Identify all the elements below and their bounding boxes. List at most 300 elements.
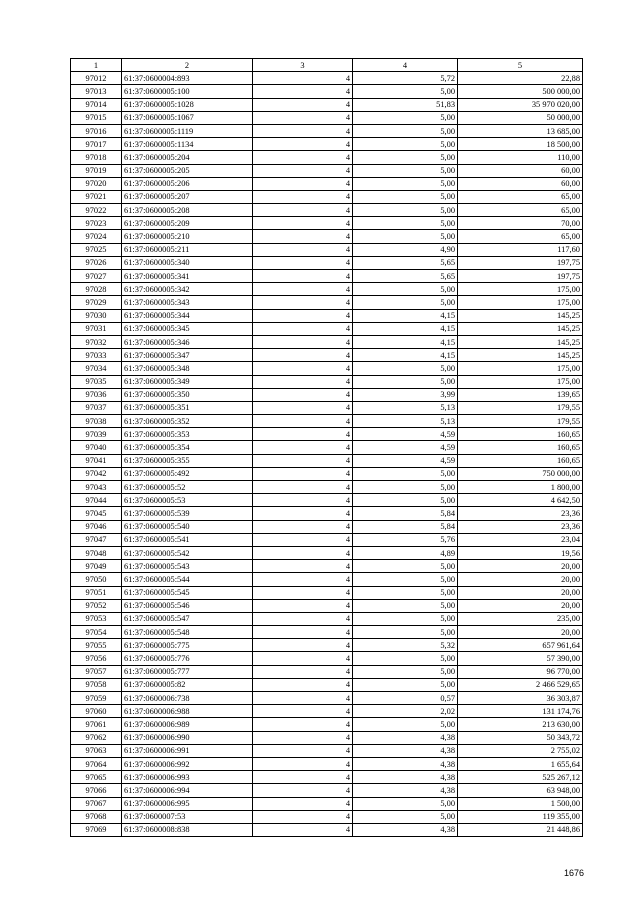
- table-row: [71, 718, 583, 731]
- cadastral-number-cell: 61:37:0600005:351: [122, 401, 253, 414]
- row-number-cell: 97053: [71, 612, 122, 625]
- rate-value-cell: 5,84: [353, 520, 458, 533]
- table-row: [71, 322, 583, 335]
- row-number-cell: 97061: [71, 718, 122, 731]
- table-row: [71, 72, 583, 85]
- table-row: [71, 124, 583, 137]
- amount-value-cell: 36 303,87: [458, 692, 583, 705]
- cadastral-number-cell: 61:37:0600005:492: [122, 467, 253, 480]
- column-header-1: 1: [71, 59, 122, 72]
- rate-value-cell: 4,89: [353, 546, 458, 559]
- cadastral-number-cell: 61:37:0600005:542: [122, 546, 253, 559]
- amount-value-cell: 750 000,00: [458, 467, 583, 480]
- table-row: [71, 85, 583, 98]
- rate-value-cell: 5,00: [353, 124, 458, 137]
- table-row: [71, 217, 583, 230]
- row-number-cell: 97047: [71, 533, 122, 546]
- category-code-cell: 4: [253, 335, 353, 348]
- rate-value-cell: 5,00: [353, 217, 458, 230]
- rate-value-cell: 4,15: [353, 309, 458, 322]
- amount-value-cell: 213 630,00: [458, 718, 583, 731]
- amount-value-cell: 65,00: [458, 204, 583, 217]
- row-number-cell: 97069: [71, 823, 122, 836]
- category-code-cell: 4: [253, 533, 353, 546]
- category-code-cell: 4: [253, 204, 353, 217]
- table-row: [71, 388, 583, 401]
- rate-value-cell: 5,00: [353, 797, 458, 810]
- table-row: [71, 665, 583, 678]
- table-row: [71, 362, 583, 375]
- amount-value-cell: 179,55: [458, 401, 583, 414]
- rate-value-cell: 5,00: [353, 586, 458, 599]
- row-number-cell: 97028: [71, 283, 122, 296]
- table-row: [71, 151, 583, 164]
- category-code-cell: 4: [253, 599, 353, 612]
- row-number-cell: 97029: [71, 296, 122, 309]
- amount-value-cell: 160,65: [458, 454, 583, 467]
- cadastral-number-cell: 61:37:0600006:990: [122, 731, 253, 744]
- category-code-cell: 4: [253, 322, 353, 335]
- amount-value-cell: 1 500,00: [458, 797, 583, 810]
- row-number-cell: 97041: [71, 454, 122, 467]
- rate-value-cell: 5,00: [353, 375, 458, 388]
- amount-value-cell: 2 466 529,65: [458, 678, 583, 691]
- amount-value-cell: 145,25: [458, 309, 583, 322]
- rate-value-cell: 0,57: [353, 692, 458, 705]
- amount-value-cell: 197,75: [458, 270, 583, 283]
- cadastral-number-cell: 61:37:0600006:993: [122, 771, 253, 784]
- category-code-cell: 4: [253, 823, 353, 836]
- cadastral-number-cell: 61:37:0600005:548: [122, 626, 253, 639]
- rate-value-cell: 5,00: [353, 138, 458, 151]
- amount-value-cell: 119 355,00: [458, 810, 583, 823]
- table-body: [71, 59, 583, 837]
- table-row: [71, 692, 583, 705]
- category-code-cell: 4: [253, 177, 353, 190]
- cadastral-number-cell: 61:37:0600005:347: [122, 349, 253, 362]
- rate-value-cell: 5,00: [353, 177, 458, 190]
- table-row: [71, 335, 583, 348]
- row-number-cell: 97013: [71, 85, 122, 98]
- table-row: [71, 164, 583, 177]
- amount-value-cell: 96 770,00: [458, 665, 583, 678]
- category-code-cell: 4: [253, 388, 353, 401]
- rate-value-cell: 51,83: [353, 98, 458, 111]
- category-code-cell: 4: [253, 744, 353, 757]
- amount-value-cell: 160,65: [458, 441, 583, 454]
- table-row: [71, 111, 583, 124]
- cadastral-number-cell: 61:37:0600005:208: [122, 204, 253, 217]
- row-number-cell: 97036: [71, 388, 122, 401]
- row-number-cell: 97055: [71, 639, 122, 652]
- category-code-cell: 4: [253, 270, 353, 283]
- cadastral-number-cell: 61:37:0600005:543: [122, 560, 253, 573]
- row-number-cell: 97064: [71, 757, 122, 770]
- amount-value-cell: 160,65: [458, 428, 583, 441]
- amount-value-cell: 1 655,64: [458, 757, 583, 770]
- row-number-cell: 97065: [71, 771, 122, 784]
- row-number-cell: 97024: [71, 230, 122, 243]
- amount-value-cell: 23,36: [458, 507, 583, 520]
- rate-value-cell: 5,00: [353, 665, 458, 678]
- category-code-cell: 4: [253, 454, 353, 467]
- amount-value-cell: 20,00: [458, 599, 583, 612]
- row-number-cell: 97067: [71, 797, 122, 810]
- category-code-cell: 4: [253, 85, 353, 98]
- cadastral-number-cell: 61:37:0600005:346: [122, 335, 253, 348]
- cadastral-number-cell: 61:37:0600005:342: [122, 283, 253, 296]
- cadastral-number-cell: 61:37:0600005:775: [122, 639, 253, 652]
- table-row: [71, 177, 583, 190]
- category-code-cell: 4: [253, 560, 353, 573]
- row-number-cell: 97014: [71, 98, 122, 111]
- row-number-cell: 97038: [71, 415, 122, 428]
- table-row: [71, 731, 583, 744]
- category-code-cell: 4: [253, 111, 353, 124]
- cadastral-number-cell: 61:37:0600005:211: [122, 243, 253, 256]
- row-number-cell: 97062: [71, 731, 122, 744]
- category-code-cell: 4: [253, 705, 353, 718]
- rate-value-cell: 5,00: [353, 718, 458, 731]
- table-row: [71, 190, 583, 203]
- category-code-cell: 4: [253, 401, 353, 414]
- category-code-cell: 4: [253, 757, 353, 770]
- row-number-cell: 97060: [71, 705, 122, 718]
- category-code-cell: 4: [253, 72, 353, 85]
- cadastral-number-cell: 61:37:0600005:350: [122, 388, 253, 401]
- category-code-cell: 4: [253, 98, 353, 111]
- rate-value-cell: 4,59: [353, 441, 458, 454]
- amount-value-cell: 110,00: [458, 151, 583, 164]
- row-number-cell: 97030: [71, 309, 122, 322]
- amount-value-cell: 20,00: [458, 560, 583, 573]
- category-code-cell: 4: [253, 771, 353, 784]
- amount-value-cell: 60,00: [458, 164, 583, 177]
- row-number-cell: 97034: [71, 362, 122, 375]
- amount-value-cell: 60,00: [458, 177, 583, 190]
- rate-value-cell: 4,38: [353, 757, 458, 770]
- row-number-cell: 97044: [71, 494, 122, 507]
- category-code-cell: 4: [253, 665, 353, 678]
- rate-value-cell: 5,84: [353, 507, 458, 520]
- amount-value-cell: 65,00: [458, 190, 583, 203]
- category-code-cell: 4: [253, 573, 353, 586]
- table-row: [71, 520, 583, 533]
- amount-value-cell: 20,00: [458, 626, 583, 639]
- amount-value-cell: 117,60: [458, 243, 583, 256]
- amount-value-cell: 20,00: [458, 573, 583, 586]
- table-row: [71, 98, 583, 111]
- cadastral-number-cell: 61:37:0600005:207: [122, 190, 253, 203]
- rate-value-cell: 5,00: [353, 296, 458, 309]
- row-number-cell: 97051: [71, 586, 122, 599]
- amount-value-cell: 1 800,00: [458, 481, 583, 494]
- table-row: [71, 494, 583, 507]
- cadastral-number-cell: 61:37:0600005:100: [122, 85, 253, 98]
- cadastral-number-cell: 61:37:0600006:995: [122, 797, 253, 810]
- category-code-cell: 4: [253, 415, 353, 428]
- rate-value-cell: 4,38: [353, 823, 458, 836]
- table-row: [71, 230, 583, 243]
- amount-value-cell: 175,00: [458, 362, 583, 375]
- amount-value-cell: 23,36: [458, 520, 583, 533]
- row-number-cell: 97052: [71, 599, 122, 612]
- cadastral-number-cell: 61:37:0600005:52: [122, 481, 253, 494]
- cadastral-number-cell: 61:37:0600005:354: [122, 441, 253, 454]
- category-code-cell: 4: [253, 467, 353, 480]
- rate-value-cell: 5,00: [353, 494, 458, 507]
- rate-value-cell: 5,13: [353, 415, 458, 428]
- category-code-cell: 4: [253, 652, 353, 665]
- table-row: [71, 428, 583, 441]
- rate-value-cell: 4,38: [353, 744, 458, 757]
- category-code-cell: 4: [253, 124, 353, 137]
- row-number-cell: 97042: [71, 467, 122, 480]
- row-number-cell: 97037: [71, 401, 122, 414]
- row-number-cell: 97050: [71, 573, 122, 586]
- rate-value-cell: 5,00: [353, 467, 458, 480]
- category-code-cell: 4: [253, 507, 353, 520]
- amount-value-cell: 525 267,12: [458, 771, 583, 784]
- category-code-cell: 4: [253, 230, 353, 243]
- rate-value-cell: 5,00: [353, 626, 458, 639]
- cadastral-number-cell: 61:37:0600005:1028: [122, 98, 253, 111]
- row-number-cell: 97017: [71, 138, 122, 151]
- row-number-cell: 97056: [71, 652, 122, 665]
- rate-value-cell: 5,13: [353, 401, 458, 414]
- cadastral-number-cell: 61:37:0600005:210: [122, 230, 253, 243]
- row-number-cell: 97045: [71, 507, 122, 520]
- category-code-cell: 4: [253, 190, 353, 203]
- row-number-cell: 97020: [71, 177, 122, 190]
- cadastral-number-cell: 61:37:0600005:355: [122, 454, 253, 467]
- table-row: [71, 481, 583, 494]
- rate-value-cell: 4,59: [353, 428, 458, 441]
- category-code-cell: 4: [253, 692, 353, 705]
- cadastral-number-cell: 61:37:0600005:206: [122, 177, 253, 190]
- amount-value-cell: 70,00: [458, 217, 583, 230]
- category-code-cell: 4: [253, 626, 353, 639]
- table-row: [71, 283, 583, 296]
- table-row: [71, 309, 583, 322]
- category-code-cell: 4: [253, 283, 353, 296]
- table-row: [71, 441, 583, 454]
- cadastral-number-cell: 61:37:0600006:988: [122, 705, 253, 718]
- amount-value-cell: 19,56: [458, 546, 583, 559]
- category-code-cell: 4: [253, 810, 353, 823]
- table-row: [71, 401, 583, 414]
- row-number-cell: 97025: [71, 243, 122, 256]
- row-number-cell: 97046: [71, 520, 122, 533]
- category-code-cell: 4: [253, 639, 353, 652]
- category-code-cell: 4: [253, 138, 353, 151]
- rate-value-cell: 5,00: [353, 599, 458, 612]
- cadastral-number-cell: 61:37:0600006:989: [122, 718, 253, 731]
- cadastral-number-cell: 61:37:0600006:738: [122, 692, 253, 705]
- row-number-cell: 97058: [71, 678, 122, 691]
- table-row: [71, 612, 583, 625]
- category-code-cell: 4: [253, 375, 353, 388]
- amount-value-cell: 175,00: [458, 375, 583, 388]
- amount-value-cell: 63 948,00: [458, 784, 583, 797]
- row-number-cell: 97032: [71, 335, 122, 348]
- table-row: [71, 204, 583, 217]
- row-number-cell: 97012: [71, 72, 122, 85]
- row-number-cell: 97066: [71, 784, 122, 797]
- column-header-4: 4: [353, 59, 458, 72]
- amount-value-cell: 145,25: [458, 322, 583, 335]
- table-row: [71, 533, 583, 546]
- amount-value-cell: 2 755,02: [458, 744, 583, 757]
- row-number-cell: 97018: [71, 151, 122, 164]
- amount-value-cell: 50 000,00: [458, 111, 583, 124]
- row-number-cell: 97043: [71, 481, 122, 494]
- table-row: [71, 296, 583, 309]
- category-code-cell: 4: [253, 481, 353, 494]
- rate-value-cell: 5,00: [353, 204, 458, 217]
- rate-value-cell: 5,00: [353, 111, 458, 124]
- category-code-cell: 4: [253, 217, 353, 230]
- table-row: [71, 784, 583, 797]
- cadastral-number-cell: 61:37:0600005:352: [122, 415, 253, 428]
- category-code-cell: 4: [253, 612, 353, 625]
- table-row: [71, 626, 583, 639]
- amount-value-cell: 35 970 020,00: [458, 98, 583, 111]
- cadastral-number-cell: 61:37:0600007:53: [122, 810, 253, 823]
- cadastral-number-cell: 61:37:0600005:341: [122, 270, 253, 283]
- amount-value-cell: 22,88: [458, 72, 583, 85]
- table-row: [71, 349, 583, 362]
- cadastral-number-cell: 61:37:0600005:544: [122, 573, 253, 586]
- cadastral-number-cell: 61:37:0600005:546: [122, 599, 253, 612]
- cadastral-number-cell: 61:37:0600005:1067: [122, 111, 253, 124]
- category-code-cell: 4: [253, 494, 353, 507]
- amount-value-cell: 131 174,76: [458, 705, 583, 718]
- rate-value-cell: 5,76: [353, 533, 458, 546]
- column-header-3: 3: [253, 59, 353, 72]
- rate-value-cell: 5,65: [353, 270, 458, 283]
- rate-value-cell: 5,00: [353, 678, 458, 691]
- cadastral-number-cell: 61:37:0600006:994: [122, 784, 253, 797]
- page-number: 1676: [563, 868, 584, 878]
- category-code-cell: 4: [253, 520, 353, 533]
- category-code-cell: 4: [253, 243, 353, 256]
- table-row: [71, 375, 583, 388]
- amount-value-cell: 13 685,00: [458, 124, 583, 137]
- category-code-cell: 4: [253, 428, 353, 441]
- table-row: [71, 652, 583, 665]
- amount-value-cell: 23,04: [458, 533, 583, 546]
- amount-value-cell: 175,00: [458, 296, 583, 309]
- cadastral-number-cell: 61:37:0600005:349: [122, 375, 253, 388]
- table-row: [71, 639, 583, 652]
- row-number-cell: 97031: [71, 322, 122, 335]
- rate-value-cell: 5,72: [353, 72, 458, 85]
- rate-value-cell: 5,00: [353, 230, 458, 243]
- row-number-cell: 97026: [71, 256, 122, 269]
- amount-value-cell: 21 448,86: [458, 823, 583, 836]
- rate-value-cell: 5,65: [353, 256, 458, 269]
- data-table: [70, 58, 583, 837]
- table-row: [71, 744, 583, 757]
- table-row: [71, 810, 583, 823]
- amount-value-cell: 145,25: [458, 335, 583, 348]
- category-code-cell: 4: [253, 164, 353, 177]
- cadastral-number-cell: 61:37:0600005:1119: [122, 124, 253, 137]
- amount-value-cell: 50 343,72: [458, 731, 583, 744]
- row-number-cell: 97059: [71, 692, 122, 705]
- cadastral-number-cell: 61:37:0600005:539: [122, 507, 253, 520]
- rate-value-cell: 5,00: [353, 283, 458, 296]
- category-code-cell: 4: [253, 784, 353, 797]
- category-code-cell: 4: [253, 718, 353, 731]
- rate-value-cell: 3,99: [353, 388, 458, 401]
- table-row: [71, 415, 583, 428]
- cadastral-number-cell: 61:37:0600005:53: [122, 494, 253, 507]
- rate-value-cell: 4,15: [353, 335, 458, 348]
- amount-value-cell: 145,25: [458, 349, 583, 362]
- table-row: [71, 256, 583, 269]
- cadastral-number-cell: 61:37:0600005:545: [122, 586, 253, 599]
- table-row: [71, 270, 583, 283]
- row-number-cell: 97019: [71, 164, 122, 177]
- amount-value-cell: 18 500,00: [458, 138, 583, 151]
- table-row: [71, 823, 583, 836]
- table-row: [71, 771, 583, 784]
- row-number-cell: 97016: [71, 124, 122, 137]
- rate-value-cell: 4,15: [353, 322, 458, 335]
- cadastral-number-cell: 61:37:0600005:540: [122, 520, 253, 533]
- category-code-cell: 4: [253, 296, 353, 309]
- rate-value-cell: 4,38: [353, 771, 458, 784]
- table-row: [71, 678, 583, 691]
- amount-value-cell: 235,00: [458, 612, 583, 625]
- cadastral-number-cell: 61:37:0600005:82: [122, 678, 253, 691]
- rate-value-cell: 5,00: [353, 573, 458, 586]
- table-row: [71, 797, 583, 810]
- amount-value-cell: 179,55: [458, 415, 583, 428]
- row-number-cell: 97022: [71, 204, 122, 217]
- row-number-cell: 97033: [71, 349, 122, 362]
- row-number-cell: 97035: [71, 375, 122, 388]
- table-row: [71, 757, 583, 770]
- table-row: [71, 507, 583, 520]
- category-code-cell: 4: [253, 797, 353, 810]
- row-number-cell: 97063: [71, 744, 122, 757]
- amount-value-cell: 500 000,00: [458, 85, 583, 98]
- row-number-cell: 97049: [71, 560, 122, 573]
- cadastral-number-cell: 61:37:0600005:348: [122, 362, 253, 375]
- rate-value-cell: 4,90: [353, 243, 458, 256]
- cadastral-number-cell: 61:37:0600008:838: [122, 823, 253, 836]
- table-header-row: [71, 59, 583, 72]
- category-code-cell: 4: [253, 678, 353, 691]
- row-number-cell: 97039: [71, 428, 122, 441]
- table-row: [71, 138, 583, 151]
- column-header-5: 5: [458, 59, 583, 72]
- rate-value-cell: 4,59: [353, 454, 458, 467]
- cadastral-number-cell: 61:37:0600005:345: [122, 322, 253, 335]
- category-code-cell: 4: [253, 349, 353, 362]
- category-code-cell: 4: [253, 441, 353, 454]
- cadastral-number-cell: 61:37:0600005:344: [122, 309, 253, 322]
- amount-value-cell: 57 390,00: [458, 652, 583, 665]
- rate-value-cell: 4,38: [353, 731, 458, 744]
- cadastral-number-cell: 61:37:0600006:991: [122, 744, 253, 757]
- rate-value-cell: 5,00: [353, 810, 458, 823]
- category-code-cell: 4: [253, 731, 353, 744]
- row-number-cell: 97015: [71, 111, 122, 124]
